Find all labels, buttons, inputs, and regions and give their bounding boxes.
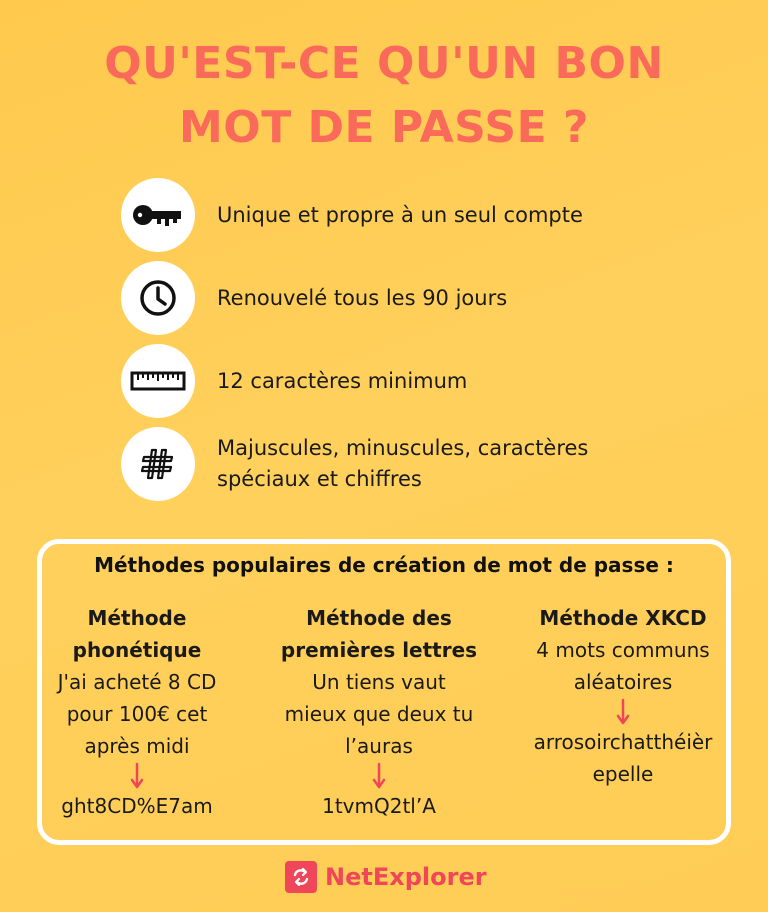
- hashtag-icon: [121, 427, 195, 501]
- brand-logo: [285, 861, 487, 893]
- feature-unique: [121, 178, 681, 252]
- method-first-letters: [268, 602, 490, 822]
- method-heading: premières lettres: [280, 638, 478, 662]
- method-example: après midi: [84, 734, 190, 758]
- clock-icon: [121, 261, 195, 335]
- feature-length: [121, 344, 681, 418]
- method-result: 1tvmQ2tl’A: [322, 794, 436, 818]
- feature-text: Majuscules, minuscules, caractères spéciaux et chiffres: [217, 436, 589, 491]
- page-title: [0, 32, 768, 160]
- feature-renewal: [121, 261, 681, 335]
- method-example: pour 100€ cet: [66, 702, 208, 726]
- feature-characters: [121, 427, 681, 501]
- method-heading: Méthode: [87, 606, 187, 630]
- method-result: epelle: [592, 762, 654, 786]
- logo-mark-icon: [285, 861, 317, 893]
- method-xkcd: [516, 602, 730, 790]
- method-heading: phonétique: [72, 638, 202, 662]
- method-example: J'ai acheté 8 CD: [57, 670, 217, 694]
- method-example: 4 mots communs: [536, 638, 710, 662]
- method-example: Un tiens vaut: [312, 670, 446, 694]
- title-line-2: MOT DE PASSE ?: [179, 102, 589, 153]
- method-result: ght8CD%E7am: [61, 794, 213, 818]
- arrow-down-icon: [130, 762, 144, 790]
- logo-name: NetExplorer: [325, 863, 487, 891]
- method-phonetic: [42, 602, 232, 822]
- method-example: aléatoires: [573, 670, 673, 694]
- feature-text: 12 caractères minimum: [217, 368, 468, 393]
- arrow-down-icon: [616, 698, 630, 726]
- feature-text: Unique et propre à un seul compte: [217, 202, 583, 227]
- method-heading: Méthode des: [306, 606, 452, 630]
- method-heading: Méthode XKCD: [539, 606, 707, 630]
- ruler-icon: [121, 344, 195, 418]
- feature-text: Renouvelé tous les 90 jours: [217, 285, 508, 310]
- method-example: mieux que deux tu: [284, 702, 474, 726]
- method-result: arrosoirchatthéièr: [533, 730, 713, 754]
- arrow-down-icon: [372, 762, 386, 790]
- method-example: l’auras: [345, 734, 413, 758]
- title-line-1: QU'EST-CE QU'UN BON: [104, 38, 664, 89]
- methods-title: Méthodes populaires de création de mot de passe :: [94, 553, 674, 577]
- key-icon: [121, 178, 195, 252]
